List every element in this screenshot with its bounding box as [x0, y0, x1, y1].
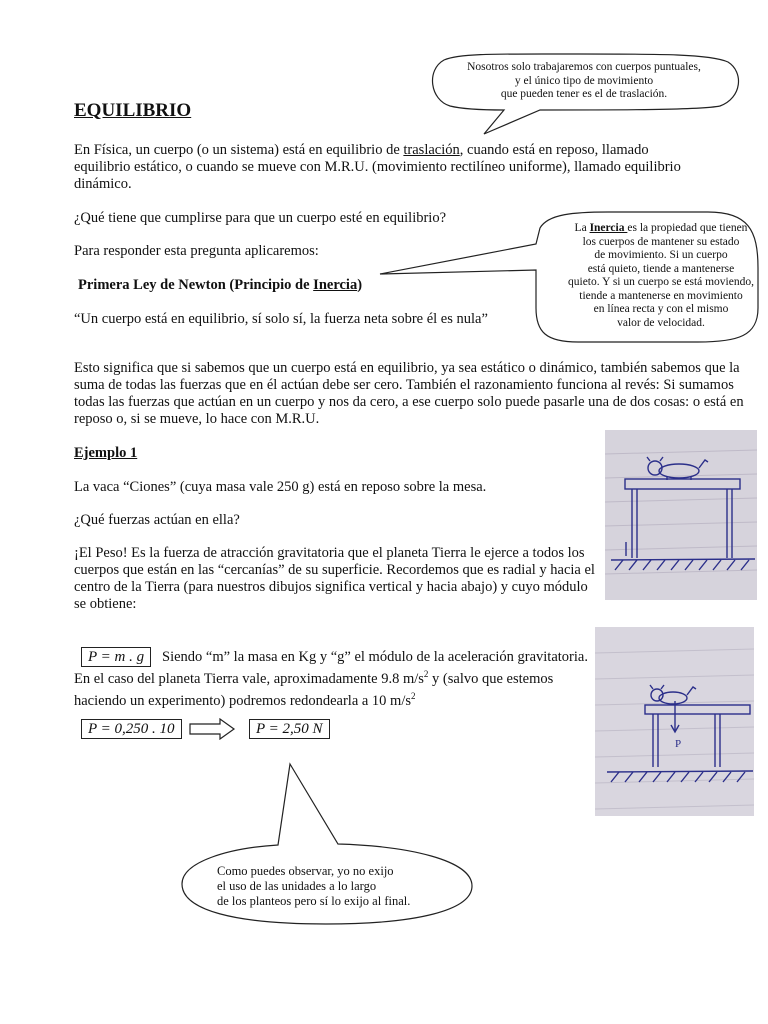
- bottom-bubble-line: el uso de las unidades a lo largo: [217, 879, 377, 893]
- weight-formula-box: P = m . g: [81, 647, 151, 667]
- formula-explanation-text: Siendo “m” la masa en Kg y “g” el módulo de la aceleración gravitatoria. En el caso del planeta Tierra vale, aproximadamente 9.8 m/s: [74, 649, 588, 687]
- weight-paragraph: ¡El Peso! Es la fuerza de atracción gravitatoria que el planeta Tierra le ejerce a todos los cuerpos que están en las “cercanías” de su superficie. Recordemos que es radial y hacia el centro de la Tierra (para nuestros dibujos significa vertical y hacia abajo) y cuyo módulo se obtiene:: [74, 545, 595, 612]
- bottom-bubble-line: Como puedes observar, yo no exijo: [217, 864, 394, 878]
- inercia-bubble-line: tiende a mantenerse en movimiento: [579, 289, 743, 302]
- result-box: P = 2,50 N: [249, 719, 330, 739]
- implies-arrow-icon: [188, 718, 236, 740]
- intro-paragraph: [74, 142, 706, 193]
- answer-intro: Para responder esta pregunta aplicaremos:: [74, 243, 319, 259]
- meaning-paragraph: Esto significa que si sabemos que un cuerpo está en equilibrio, ya sea estático o dinámico, también sabemos que la suma de todas las fuerzas que en él actúan debe ser cero. También el razonamiento funciona al revés: Si sumamos todas las fuerzas que actúan en un cuerpo y nos da cero, a ese cuerpo solo puede pasarle una de dos cosas: o está en reposo o, si se mueve, lo hace con M.R.U.: [74, 360, 744, 427]
- inercia-pre: La: [574, 222, 590, 234]
- example-heading: Ejemplo 1: [74, 445, 138, 461]
- example-statement: La vaca “Ciones” (cuya masa vale 250 g) está en reposo sobre la mesa.: [74, 479, 487, 495]
- page-title: EQUILIBRIO: [74, 100, 192, 121]
- formula-explanation-text: y (salvo que estemos haciendo un experimento) podremos redondearla a 10 m/s: [74, 670, 554, 709]
- superscript-2: 2: [411, 690, 416, 701]
- bottom-bubble-text: [217, 864, 410, 909]
- inercia-term: Inercia: [313, 277, 358, 293]
- traslacion-term: traslación: [403, 142, 460, 158]
- newton-law-heading: [78, 277, 362, 294]
- intro-text: En Física, un cuerpo (o un sistema) está en equilibrio de: [74, 142, 404, 158]
- inercia-bubble-line: está quieto, tiende a mantenerse: [587, 262, 735, 275]
- top-bubble-line: Nosotros solo trabajaremos con cuerpos puntuales,: [467, 61, 701, 73]
- example-question: ¿Qué fuerzas actúan en ella?: [74, 512, 240, 528]
- cow-table-sketch-1: [605, 430, 757, 600]
- top-bubble-line: y el único tipo de movimiento: [514, 74, 654, 87]
- calculation-box: P = 0,250 . 10: [81, 719, 182, 739]
- law-text: ): [357, 277, 363, 293]
- law-text: Primera Ley de Newton (Principio de: [78, 277, 314, 293]
- bottom-bubble-line: de los planteos pero sí lo exijo al final.: [217, 894, 411, 908]
- intro-text: , cuando está en reposo, llamado equilibrio estático, o cuando se mueve con M.R.U. (movimiento rectilíneo uniforme), llamado equilibrio dinámico.: [74, 142, 681, 192]
- inercia-bubble-line: quieto. Y si un cuerpo se está moviendo,: [568, 276, 754, 288]
- law-quote: “Un cuerpo está en equilibrio, sí solo sí, la fuerza neta sobre él es nula”: [74, 311, 488, 327]
- equilibrium-question: ¿Qué tiene que cumplirse para que un cuerpo esté en equilibrio?: [74, 210, 447, 226]
- inercia-bubble-line: de movimiento. Si un cuerpo: [594, 249, 728, 261]
- formula-explanation: [74, 649, 602, 710]
- inercia-bubble-line: [538, 222, 768, 236]
- inercia-word: Inercia: [589, 222, 628, 234]
- inercia-bubble-line: valor de velocidad.: [617, 316, 705, 329]
- top-bubble-text: [436, 61, 732, 102]
- superscript-2: 2: [423, 669, 429, 679]
- weight-label: P: [675, 738, 682, 750]
- cow-table-sketch-2: [595, 627, 754, 816]
- inercia-bubble-text: [538, 222, 768, 330]
- inercia-bubble-line: en línea recta y con el mismo: [593, 303, 729, 315]
- inercia-rest: es la propiedad que tienen: [627, 222, 748, 234]
- inercia-bubble-line: los cuerpos de mantener su estado: [582, 235, 740, 248]
- top-bubble-line: que pueden tener es el de traslación.: [500, 88, 668, 100]
